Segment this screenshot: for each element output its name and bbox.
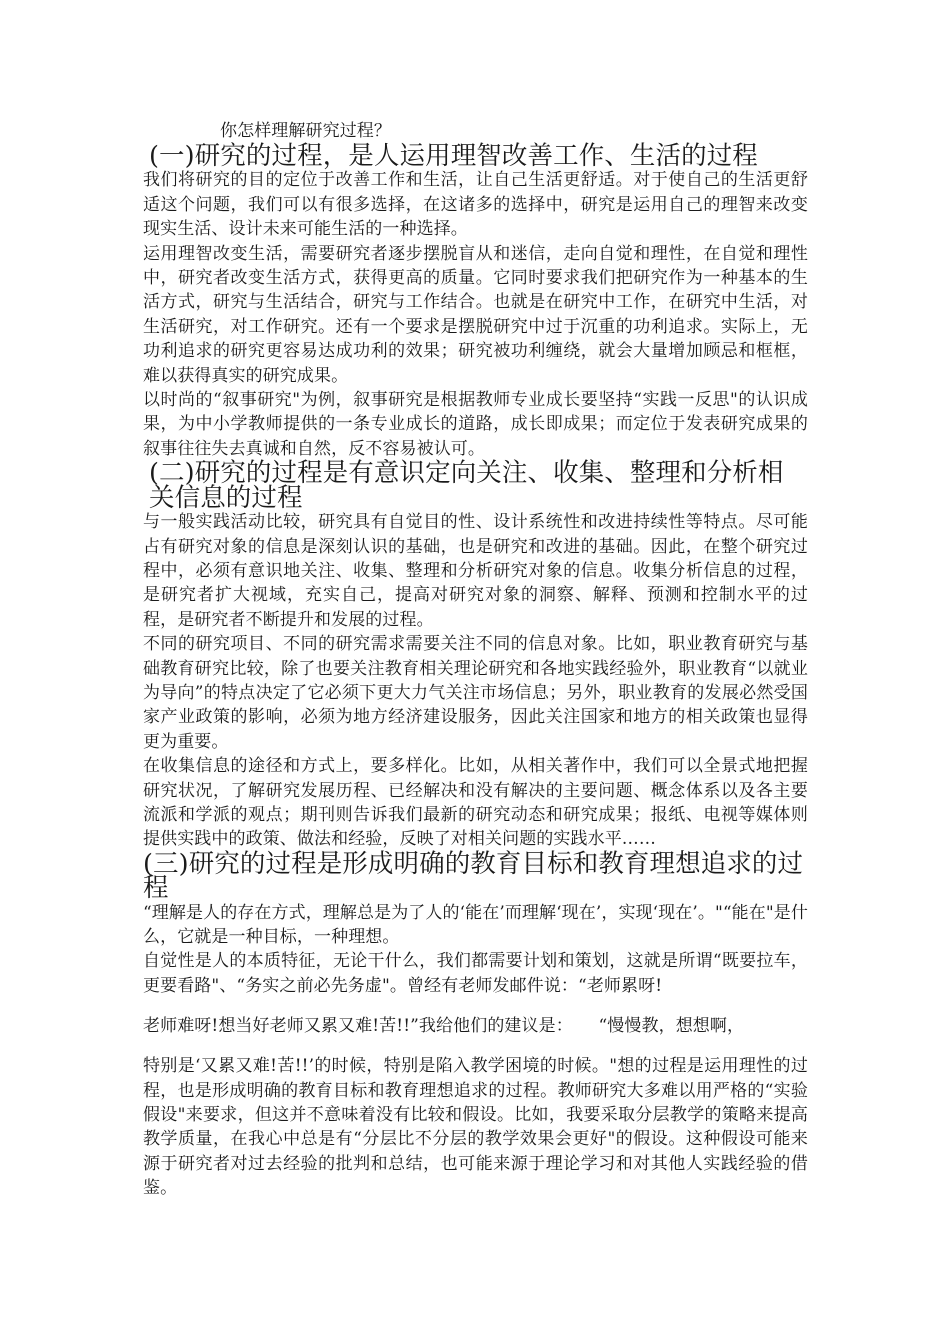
section-3-heading: (三)研究的过程是形成明确的教育目标和教育理想追求的过程 (143, 848, 804, 904)
section-2-paragraph-3: 在收集信息的途径和方式上，要多样化。比如，从相关著作中，我们可以全景式地把握研究状况，了解研究发展历程、已经解决和没有解决的主要问题、概念体系以及各主要流派和学派的观点；期刊则告诉我们最新的研究动态和研究成果；报纸、电视等媒体则提供实践中的政策、做法和经验，反映了对相关问题的实践水平…… (143, 756, 808, 850)
section-2-heading: (二)研究的过程是有意识定向关注、收集、整理和分析相关信息的过程 (149, 458, 784, 513)
section-2-paragraph-2: 不同的研究项目、不同的研究需求需要关注不同的信息对象。比如，职业教育研究与基础教育研究比较，除了也要关注教育相关理论研究和各地实践经验外，职业教育“以就业为导向”的特点决定了它必须下更大力气关注市场信息；另外，职业教育的发展必然受国家产业政策的影响，必须为地方经济建设服务，因此关注国家和地方的相关政策也显得更为重要。 (143, 634, 808, 752)
section-3-paragraph-3: 老师难呀!想当好老师又累又难!苦!!”我给他们的建议是： “慢慢教，想想啊， (143, 1016, 745, 1037)
section-1-paragraph-3: 以时尚的“叙事研究"为例，叙事研究是根据教师专业成长要坚持“实践一反思"的认识成果，为中小学教师提供的一条专业成长的道路，成长即成果；而定位于发表研究成果的叙事往往失去真诚和自然，反不容易被认可。 (143, 390, 808, 459)
section-1-paragraph-2: 运用理智改变生活，需要研究者逐步摆脱盲从和迷信，走向自觉和理性，在自觉和理性中，研究者改变生活方式，获得更高的质量。它同时要求我们把研究作为一种基本的生活方式，研究与生活结合，研究与工作结合。也就是在研究中工作，在研究中生活，对生活研究，对工作研究。还有一个要求是摆脱研究中过于沉重的功利追求。实际上，无功利追求的研究更容易达成功利的效果；研究被功利缠绕，就会大量增加顾忌和框框，难以获得真实的研究成果。 (143, 243, 808, 386)
document-page (143, 118, 808, 1201)
section-1-paragraph-1: 我们将研究的目的定位于改善工作和生活，让自己生活更舒适。对于使自己的生活更舒适这个问题，我们可以有很多选择，在这诸多的选择中，研究是运用自己的理智来改变现实生活、设计未来可能生活的一种选择。 (143, 170, 808, 240)
section-3-paragraph-4: 特别是‘又累又难!苦!!’的时候，特别是陷入教学困境的时候。"想的过程是运用理性的过程，也是形成明确的教育目标和教育理想追求的过程。教师研究大多难以用严格的“实验假设"来要求，但这并不意味着没有比较和假设。比如，我要采取分层教学的策略来提高教学质量，在我心中总是有“分层比不分层的教学效果会更好"的假设。这种假设可能来源于研究者对过去经验的批判和总结，也可能来源于理论学习和对其他人实践经验的借鉴。 (143, 1056, 808, 1199)
section-3-paragraph-1: “理解是人的存在方式，理解总是为了人的‘能在’而理解‘现在’，实现‘现在’。"“能在"是什么，它就是一种目标，一种理想。 (143, 902, 808, 947)
section-3-paragraph-2: 自觉性是人的本质特征，无论干什么，我们都需要计划和策划，这就是所谓“既要拉车，更要看路"、“务实之前必先务虚"。曾经有老师发邮件说：“老师累呀! (143, 951, 808, 996)
section-2-paragraph-1: 与一般实践活动比较，研究具有自觉目的性、设计系统性和改进持续性等特点。尽可能占有研究对象的信息是深刻认识的基础，也是研究和改进的基础。因此，在整个研究过程中，必须有意识地关注、收集、整理和分析研究对象的信息。收集分析信息的过程，是研究者扩大视域，充实自己，提高对研究对象的洞察、解释、预测和控制水平的过程，是研究者不断提升和发展的过程。 (143, 512, 808, 630)
section-1-heading: (一)研究的过程，是人运用理智改善工作、生活的过程 (149, 141, 758, 171)
document-title: 你怎样理解研究过程？ (220, 121, 391, 141)
